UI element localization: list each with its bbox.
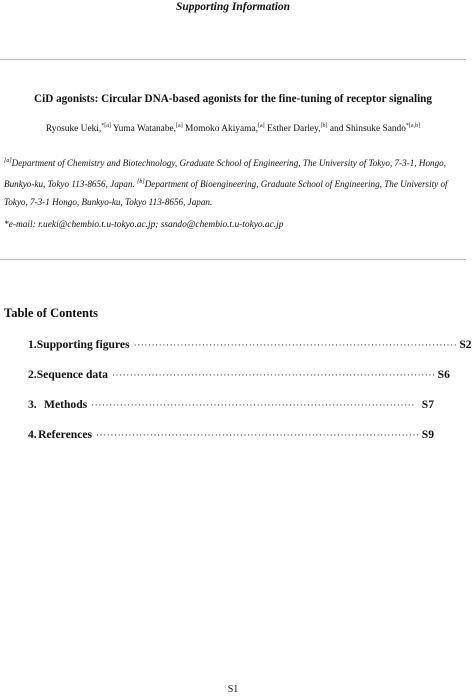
toc-item[interactable] — [28, 338, 472, 368]
paper-title: CiD agonists: Circular DNA-based agonists for the fine-tuning of receptor signaling — [34, 93, 432, 105]
author-name: Ryosuke Ueki, — [45, 124, 102, 134]
author-name: and Shinsuke Sando — [329, 124, 406, 134]
affiliation-mark: [a] — [4, 158, 12, 164]
toc-item[interactable] — [28, 398, 434, 428]
top-divider — [0, 59, 466, 60]
toc-item-page: S2 — [459, 338, 472, 351]
toc-item-number: 2. — [28, 368, 37, 381]
toc-item-label: Supporting figures — [36, 338, 130, 351]
toc-leader-dots: ·························································································· — [91, 400, 415, 410]
page-number: S1 — [227, 684, 239, 695]
author-name: Momoko Akiyama, — [185, 124, 258, 134]
author-name: Esther Darley, — [266, 124, 321, 134]
toc-item-page: S9 — [421, 428, 434, 441]
toc-item[interactable] — [28, 428, 434, 458]
toc-item-page: S7 — [421, 398, 434, 411]
author-affiliation-mark: [a] — [257, 123, 265, 129]
affiliation-a: Department of Chemistry and Biotechnology, Graduate School of Engineering, The University of Tokyo, 7-3-1, Hongo, Bunkyo-ku, Tokyo 113-8656, Japan. — [4, 158, 446, 189]
toc-item-number: 3. — [28, 398, 37, 411]
affiliation-mark: [b] — [137, 178, 145, 185]
toc-heading: Table of Contents — [4, 306, 98, 320]
contact-email: *e-mail: r.ueki@chembio.t.u-tokyo.ac.jp; ssando@chembio.t.u-tokyo.ac.jp — [4, 220, 284, 230]
author-affiliation-mark: *[a,b] — [405, 123, 421, 129]
toc-leader-dots: ·························································································· — [111, 370, 436, 380]
affiliation-b: Department of Bioengineering, Graduate School of Engineering, The University of Tokyo, 7-3-1 Hongo, Bunkyo-ku, Tokyo 113-8656, Japan. — [4, 178, 448, 207]
toc-item-label: Sequence data — [36, 368, 108, 381]
toc-item-page: S6 — [437, 368, 450, 381]
toc-item-label: Methods — [44, 398, 88, 411]
author-affiliation-mark: *[a] — [101, 123, 111, 129]
toc-item[interactable] — [28, 368, 450, 398]
author-affiliation-mark: [a] — [176, 123, 183, 129]
toc-item-label: References — [38, 428, 92, 441]
affiliations — [4, 152, 466, 212]
author-list — [0, 123, 466, 134]
author-name: Yuma Watanabe, — [112, 124, 177, 134]
toc-leader-dots: ·························································································· — [133, 340, 458, 350]
table-of-contents — [28, 338, 472, 458]
author-affiliation-mark: [b] — [320, 123, 328, 129]
toc-item-number: 1. — [28, 338, 37, 351]
middle-divider — [0, 259, 466, 260]
toc-item-number: 4. — [28, 428, 37, 441]
running-header: Supporting Information — [175, 1, 291, 13]
toc-leader-dots: ·························································································· — [96, 430, 420, 440]
